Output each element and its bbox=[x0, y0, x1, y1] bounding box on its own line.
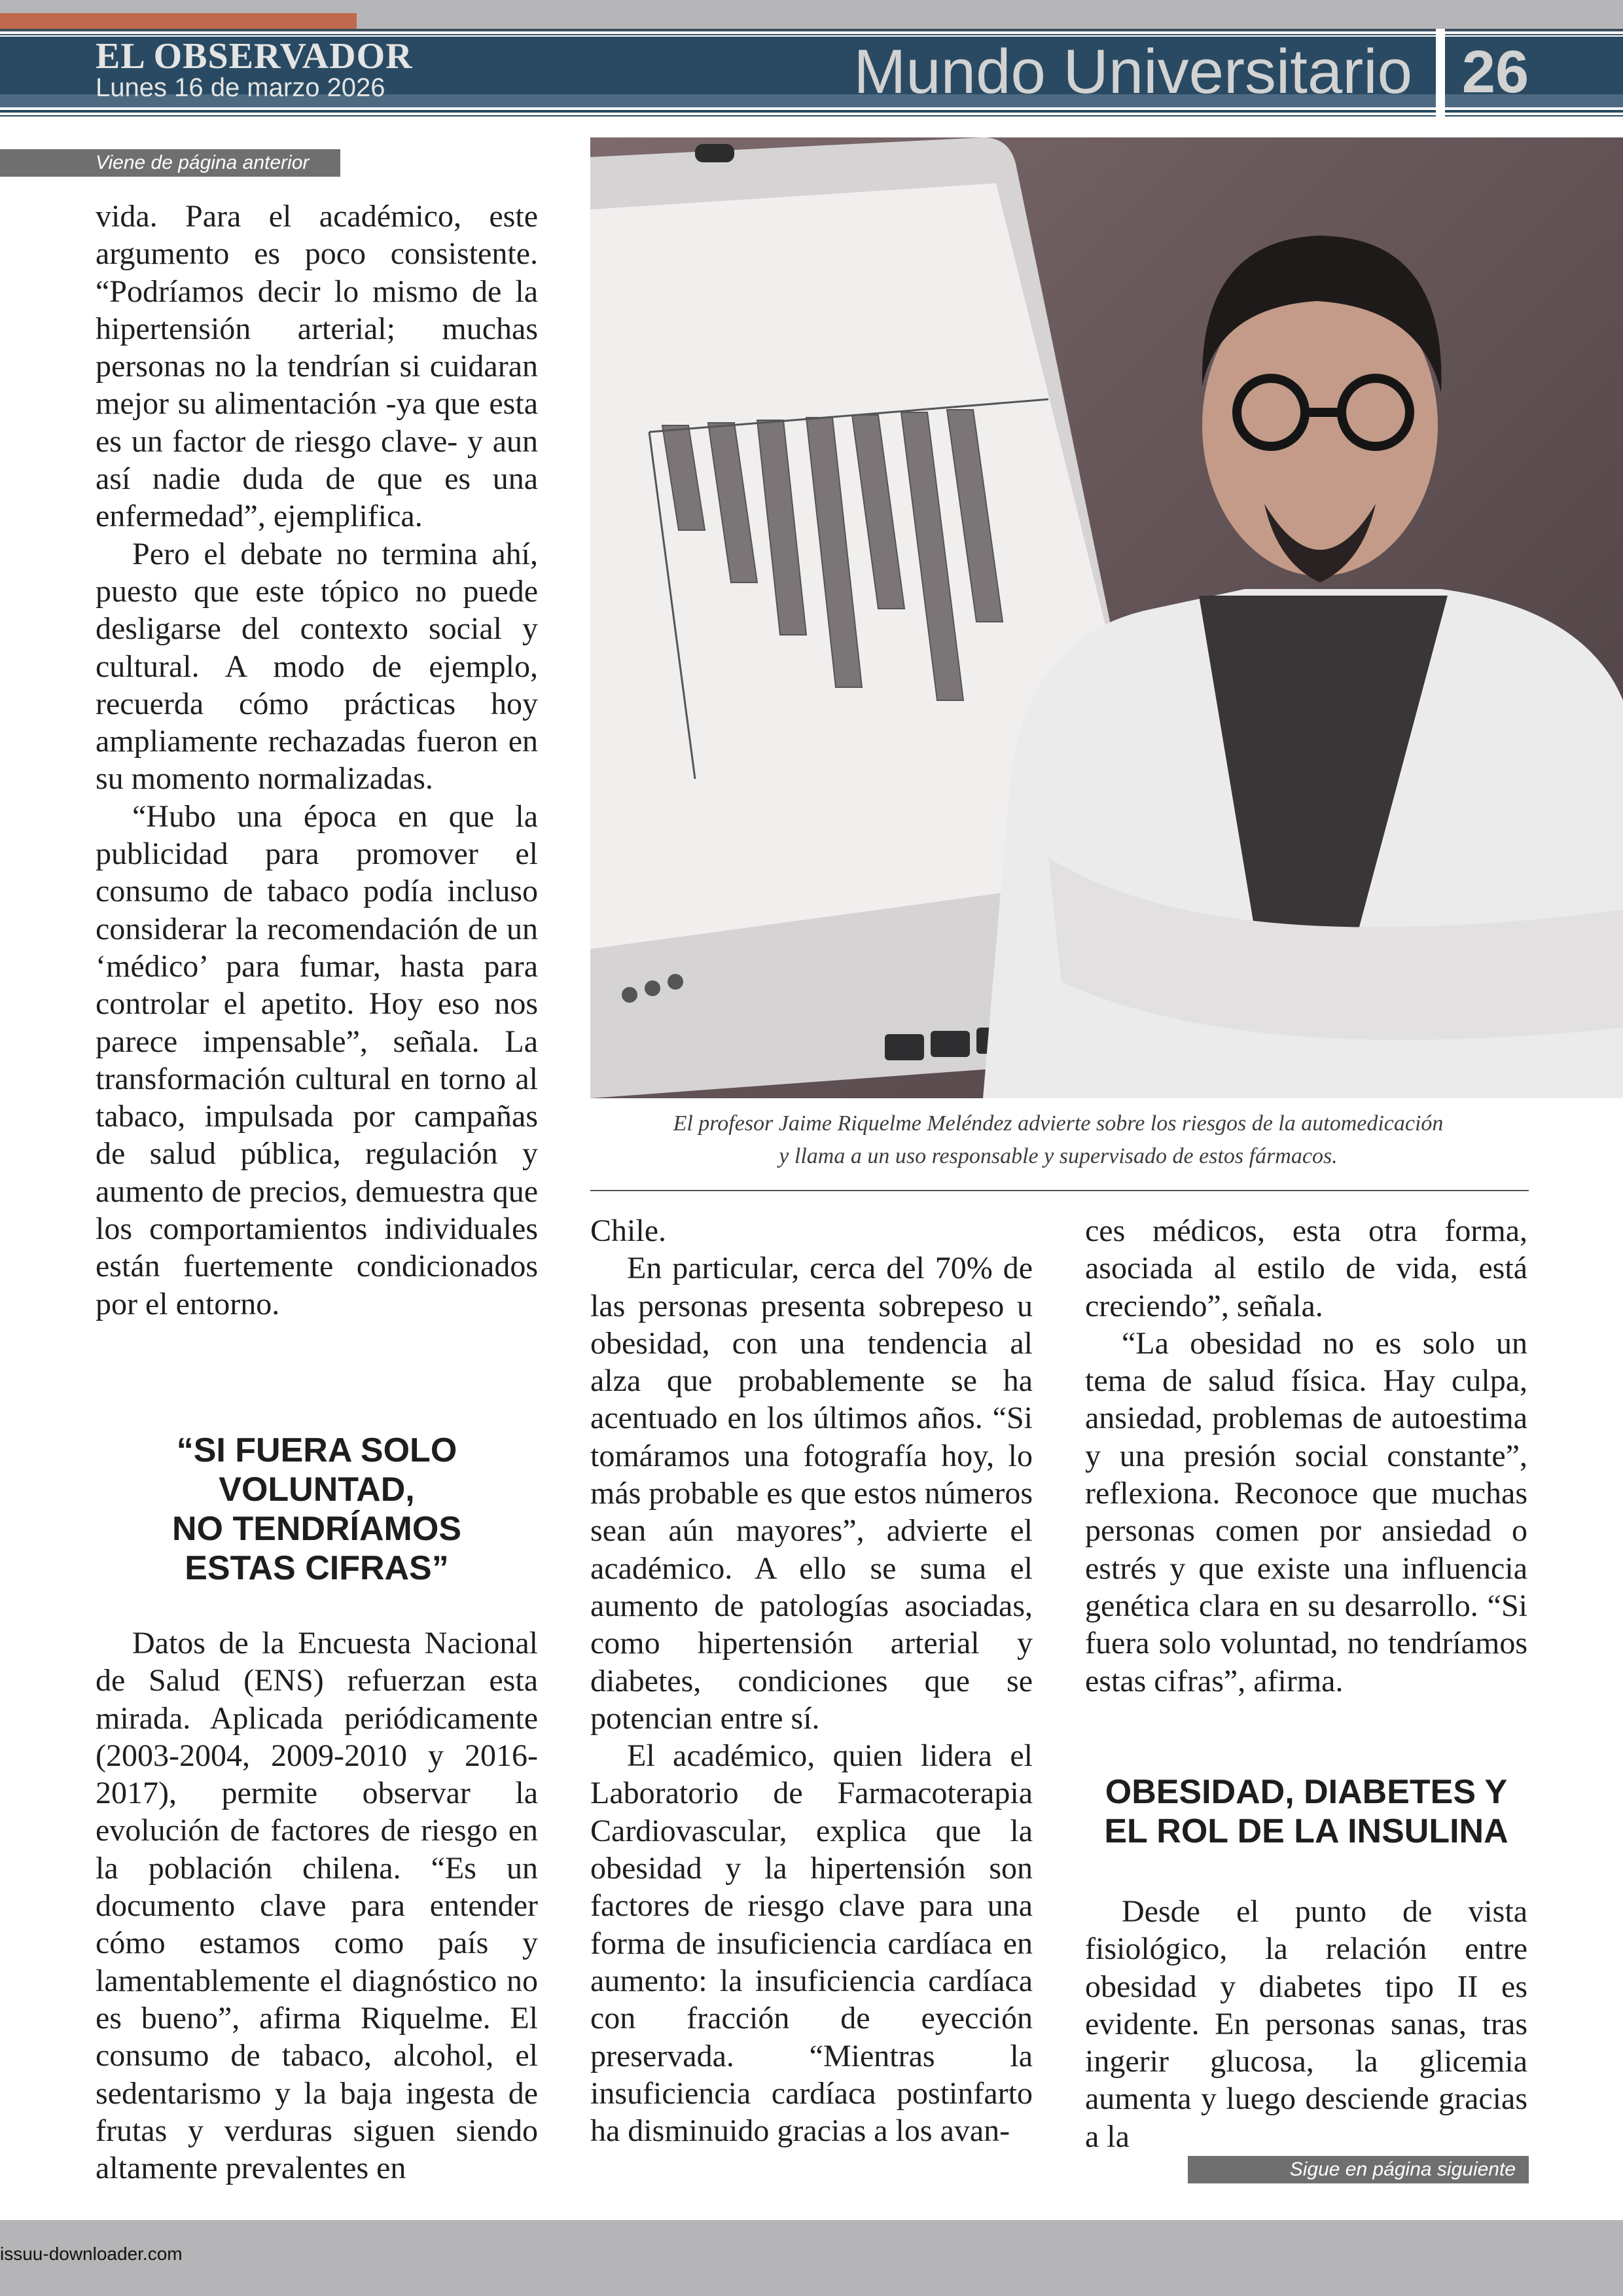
paragraph: ces médicos, esta otra forma, asociada al estilo de vida, está creciendo”, señala. bbox=[1085, 1213, 1527, 1323]
paragraph: En particular, cerca del 70% de las personas presenta sobrepeso u obesidad, con una tendencia al alza que probablemente se ha acentuado en los últimos años. “Si tomáramos una fotografía hoy, lo más probable es que estos números sean aún mayores”, advierte el académico. A ello se suma el aumento de patologías asociadas, como hipertensión arterial y diabetes, condiciones que se potencian entre sí. bbox=[590, 1251, 1033, 1736]
subheading-obesity-diabetes bbox=[1085, 1772, 1527, 1851]
header-separator bbox=[1436, 29, 1445, 117]
caption-line: y llama a un uso responsable y supervisado de estos fármacos. bbox=[779, 1144, 1338, 1168]
photo-illustration bbox=[590, 137, 1623, 1098]
article-column-1 bbox=[96, 198, 538, 1323]
subheading-line: NO TENDRÍAMOS bbox=[172, 1510, 461, 1548]
caption-line: El profesor Jaime Riquelme Meléndez advierte sobre los riesgos de la automedicación bbox=[673, 1111, 1444, 1136]
subheading-line: VOLUNTAD, bbox=[219, 1471, 415, 1509]
article-column-3 bbox=[1085, 1212, 1527, 1700]
header-rule bbox=[0, 29, 1623, 31]
continued-from-tag: Viene de página anterior bbox=[0, 149, 340, 177]
paragraph: Desde el punto de vista fisiológico, la relación entre obesidad y diabetes tipo II es evidente. En personas sanas, tras ingerir glucosa, la glicemia aumenta y luego desciende gracias a la bbox=[1085, 1894, 1527, 2154]
paragraph: El académico, quien lidera el Laboratorio de Farmacoterapia Cardiovascular, explica que la obesidad y la hipertensión son factores de riesgo clave para una forma de insuficiencia cardíaca en aumento: la insuficiencia cardíaca con fracción de eyección preservada. “Mientras la insuficiencia cardíaca postinfarto ha disminuido gracias a los avan- bbox=[590, 1738, 1033, 2149]
article-column-1-continued bbox=[96, 1624, 538, 2187]
section-title: Mundo Universitario bbox=[853, 37, 1412, 107]
paragraph: “Hubo una época en que la publicidad para promover el consumo de tabaco podía incluso considerar la recomendación de un ‘médico’ para fumar, hasta para controlar el apetito. Hoy eso nos parece impensable”, señala. La transformación cultural en torno al tabaco, impulsada por campañas de salud pública, regulación y aumento de precios, demuestra que los comportamientos individuales están fuertemente condicionados por el entorno. bbox=[96, 798, 538, 1321]
header-rule bbox=[0, 115, 1623, 117]
subheading-line: OBESIDAD, DIABETES Y bbox=[1105, 1773, 1508, 1811]
header-rule bbox=[0, 110, 1623, 113]
paragraph: Chile. bbox=[590, 1213, 666, 1248]
footer-source-link[interactable]: issuu-downloader.com bbox=[0, 2244, 183, 2264]
header-accent-stripe bbox=[0, 13, 357, 29]
photo-caption bbox=[590, 1107, 1526, 1173]
paragraph: “La obesidad no es solo un tema de salud física. Hay culpa, ansiedad, problemas de autoestima y una presión social constante”, reflexiona. Reconoce que muchas personas comen por ansiedad o estrés y que existe una influencia genética clara en su desarrollo. “Si fuera solo voluntad, no tendríamos estas cifras”, afirma. bbox=[1085, 1325, 1527, 1698]
subheading-line: EL ROL DE LA INSULINA bbox=[1104, 1812, 1508, 1850]
subheading-line: “SI FUERA SOLO bbox=[176, 1431, 457, 1469]
issue-date: Lunes 16 de marzo 2026 bbox=[96, 73, 385, 102]
article-column-3-continued bbox=[1085, 1893, 1527, 2155]
article-column-2 bbox=[590, 1212, 1033, 2149]
continues-on-tag: Sigue en página siguiente bbox=[1188, 2156, 1529, 2183]
subheading-line: ESTAS CIFRAS” bbox=[185, 1549, 449, 1587]
subheading-quote bbox=[96, 1431, 538, 1588]
footer-bar bbox=[0, 2220, 1623, 2296]
article-photo bbox=[590, 137, 1623, 1098]
paragraph: Pero el debate no termina ahí, puesto que este tópico no puede desligarse del contexto social y cultural. A modo de ejemplo, recuerda cómo prácticas hoy ampliamente rechazadas fueron en su momento normalizadas. bbox=[96, 536, 538, 797]
publication-name: EL OBSERVADOR bbox=[96, 36, 413, 77]
caption-rule bbox=[590, 1190, 1529, 1191]
paragraph: Datos de la Encuesta Nacional de Salud (ENS) refuerzan esta mirada. Aplicada periódicamente (2003-2004, 2009-2010 y 2016-2017), permite observar la evolución de factores de riesgo en la población chilena. “Es un documento clave para entender cómo estamos como país y lamentablemente el diagnóstico no es bueno”, afirma Riquelme. El consumo de tabaco, alcohol, el sedentarismo y la baja ingesta de frutas y verduras siguen siendo altamente prevalentes en bbox=[96, 1626, 538, 2186]
paragraph: vida. Para el académico, este argumento es poco consistente. “Podríamos decir lo mismo de la hipertensión arterial; muchas personas no la tendrían si cuidaran mejor su alimentación -ya que esta es un factor de riesgo clave- y aun así nadie duda de que es una enfermedad”, ejemplifica. bbox=[96, 199, 538, 534]
page-number: 26 bbox=[1461, 39, 1529, 105]
